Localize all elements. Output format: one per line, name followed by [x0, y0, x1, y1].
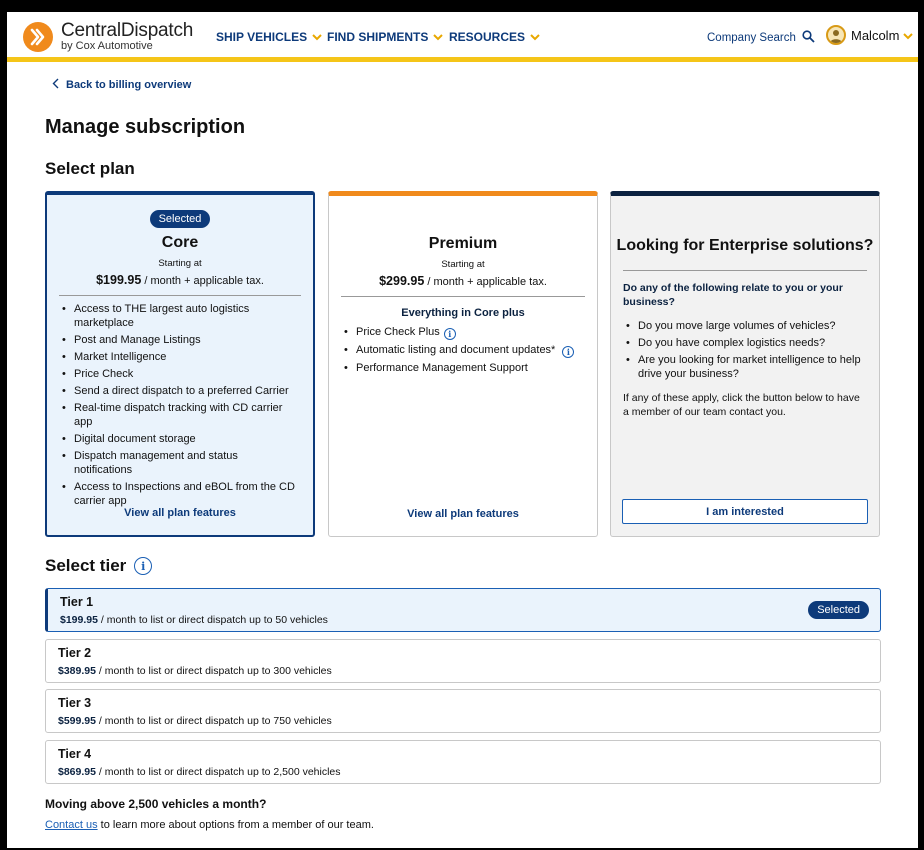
nav-ship-vehicles[interactable]: [216, 30, 322, 44]
feature-item: • Market Intelligence: [61, 350, 299, 364]
tier-price: $599.95: [58, 715, 96, 727]
contact-us-link[interactable]: Contact us: [45, 819, 98, 831]
tier-desc-text: / month to list or direct dispatch up to 750 vehicles: [95, 715, 332, 727]
moving-above-heading: Moving above 2,500 vehicles a month?: [45, 797, 267, 811]
feature-item: • Digital document storage: [61, 432, 299, 446]
feature-item: • Post and Manage Listings: [61, 333, 299, 347]
feature-text: Automatic listing and document updates*: [356, 344, 556, 356]
company-search-label: Company Search: [707, 32, 796, 44]
feature-item: • Send a direct dispatch to a preferred Carrier: [61, 384, 299, 398]
tier-price: $869.95: [58, 766, 96, 778]
feature-item: [343, 325, 583, 340]
tier-name: Tier 3: [58, 696, 92, 710]
enterprise-question-list: [625, 319, 865, 381]
tier-option-3[interactable]: [45, 689, 881, 733]
view-all-features-link[interactable]: View all plan features: [407, 508, 519, 520]
feature-text: Price Check Plus: [356, 326, 440, 338]
tier-option-4[interactable]: [45, 740, 881, 784]
browser-page: [7, 12, 918, 848]
tier-option-2[interactable]: [45, 639, 881, 683]
question-item: • Do you move large volumes of vehicles?: [625, 319, 865, 333]
i-am-interested-button[interactable]: I am interested: [622, 499, 868, 524]
starting-at-label: Starting at: [441, 259, 485, 270]
brand-name: CentralDispatch: [61, 20, 194, 41]
feature-item: [343, 343, 583, 358]
feature-item: • Dispatch management and status notifications: [61, 449, 299, 477]
enterprise-title: Looking for Enterprise solutions?: [616, 237, 874, 254]
back-link-label: Back to billing overview: [66, 79, 192, 91]
page-title: Manage subscription: [45, 116, 246, 138]
plan-name: Premium: [428, 235, 498, 252]
company-search-link[interactable]: [707, 30, 815, 46]
user-name: Malcolm: [851, 27, 900, 43]
feature-item: • Access to Inspections and eBOL from the CD carrier app: [61, 480, 299, 508]
divider: [341, 296, 585, 297]
enterprise-card: [610, 191, 880, 537]
view-all-features-link[interactable]: View all plan features: [124, 507, 236, 519]
price-suffix: / month + applicable tax.: [424, 276, 547, 288]
select-tier-label: Select tier: [45, 556, 127, 575]
feature-item: • Real-time dispatch tracking with CD carrier app: [61, 401, 299, 429]
chevron-down-icon: [903, 28, 913, 43]
feature-item: • Price Check: [61, 367, 299, 381]
tier-description: [60, 614, 868, 626]
price-amount: $199.95: [96, 273, 142, 287]
tier-name: Tier 1: [60, 595, 94, 609]
brand-logo[interactable]: [23, 21, 193, 52]
plan-card-core[interactable]: [45, 191, 315, 537]
tier-description: [58, 665, 868, 677]
tier-description: [58, 766, 868, 778]
brand-subtitle: by Cox Automotive: [61, 40, 153, 52]
chevron-down-icon: [530, 30, 540, 44]
select-plan-heading: Select plan: [45, 159, 135, 178]
plan-name: Core: [161, 234, 199, 251]
everything-in-core-label: Everything in Core plus: [401, 307, 525, 319]
top-header: [7, 12, 918, 62]
contact-line: [45, 819, 374, 831]
chevron-down-icon: [312, 30, 322, 44]
enterprise-note: If any of these apply, click the button below to have a member of our team contact you.: [623, 392, 860, 418]
selected-badge: Selected: [150, 210, 211, 228]
nav-find-shipments-label: FIND SHIPMENTS: [327, 30, 429, 44]
selected-badge: Selected: [808, 601, 869, 619]
info-icon[interactable]: i: [134, 557, 152, 575]
nav-resources-label: RESOURCES: [449, 30, 526, 44]
contact-line-text: to learn more about options from a member of our team.: [97, 819, 374, 831]
tier-desc-text: / month to list or direct dispatch up to 300 vehicles: [95, 665, 332, 677]
user-menu[interactable]: [826, 25, 913, 45]
tier-name: Tier 4: [58, 747, 92, 761]
tier-option-1[interactable]: [45, 588, 881, 632]
nav-resources[interactable]: [449, 30, 540, 44]
tier-desc-text: / month to list or direct dispatch up to 50 vehicles: [97, 614, 328, 626]
enterprise-question: Do any of the following relate to you or your business?: [623, 282, 843, 308]
tier-description: [58, 715, 868, 727]
feature-item: • Access to THE largest auto logistics marketplace: [61, 302, 299, 330]
tier-desc-text: / month to list or direct dispatch up to 2,500 vehicles: [95, 766, 341, 778]
avatar: [826, 25, 846, 45]
nav-find-shipments[interactable]: [327, 30, 443, 44]
tier-price: $389.95: [58, 665, 96, 677]
feature-list: [61, 302, 299, 508]
question-item: • Do you have complex logistics needs?: [625, 336, 865, 350]
back-to-billing-link[interactable]: [52, 78, 191, 92]
info-icon[interactable]: i: [562, 346, 574, 358]
tier-price: $199.95: [60, 614, 98, 626]
plan-price: [329, 274, 597, 288]
feature-list: [343, 325, 583, 375]
divider: [59, 295, 301, 296]
info-icon[interactable]: i: [444, 328, 456, 340]
centraldispatch-logo-icon: [23, 22, 53, 52]
chevron-down-icon: [433, 30, 443, 44]
question-item: • Are you looking for market intelligence to help drive your business?: [625, 353, 865, 381]
plan-price: [47, 273, 313, 287]
feature-item: • Performance Management Support: [343, 361, 583, 375]
plan-card-premium[interactable]: [328, 191, 598, 537]
starting-at-label: Starting at: [158, 258, 202, 269]
search-icon: [802, 30, 815, 46]
price-amount: $299.95: [379, 274, 425, 288]
tier-name: Tier 2: [58, 646, 92, 660]
select-tier-heading: [45, 556, 152, 576]
price-suffix: / month + applicable tax.: [141, 275, 264, 287]
divider: [623, 270, 867, 271]
nav-ship-vehicles-label: SHIP VEHICLES: [216, 30, 308, 44]
chevron-left-icon: [52, 78, 59, 92]
